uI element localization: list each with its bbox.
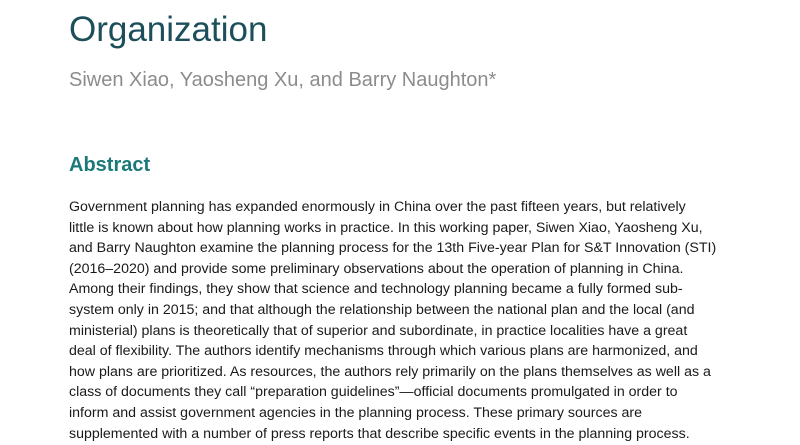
paper-title: Organization <box>69 10 268 49</box>
abstract-line: ministerial) plans is theoretically that of superior and subordinate, in practice localities have a great <box>69 322 688 339</box>
abstract-line: system only in 2015; and that although the relationship between the national plan and the local (and <box>69 301 695 318</box>
abstract-line: class of documents they call “preparation guidelines”—official documents promulgated in order to <box>69 384 678 401</box>
abstract-line: Among their findings, they show that science and technology planning became a fully formed sub- <box>69 281 683 298</box>
abstract-line: how plans are prioritized. As resources, the authors rely primarily on the plans themselves as well as a <box>69 363 711 380</box>
abstract-line: and Barry Naughton examine the planning process for the 13th Five-year Plan for S&T Innovation (STI) <box>69 240 717 257</box>
abstract-line: little is known about how planning works in practice. In this working paper, Siwen Xiao, Yaosheng Xu, <box>69 219 703 236</box>
abstract-heading: Abstract <box>69 154 151 176</box>
abstract-line: deal of flexibility. The authors identify mechanisms through which various plans are harmonized, and <box>69 343 698 360</box>
abstract-body <box>69 197 749 444</box>
author-list: Siwen Xiao, Yaosheng Xu, and Barry Naughton* <box>69 69 497 91</box>
abstract-line: supplemented with a number of press reports that describe specific events in the planning process. <box>69 425 690 442</box>
abstract-line: inform and assist government agencies in the planning process. These primary sources are <box>69 404 643 421</box>
abstract-line: Government planning has expanded enormously in China over the past fifteen years, but relatively <box>69 199 686 215</box>
abstract-line: (2016–2020) and provide some preliminary observations about the operation of planning in China. <box>69 260 684 277</box>
